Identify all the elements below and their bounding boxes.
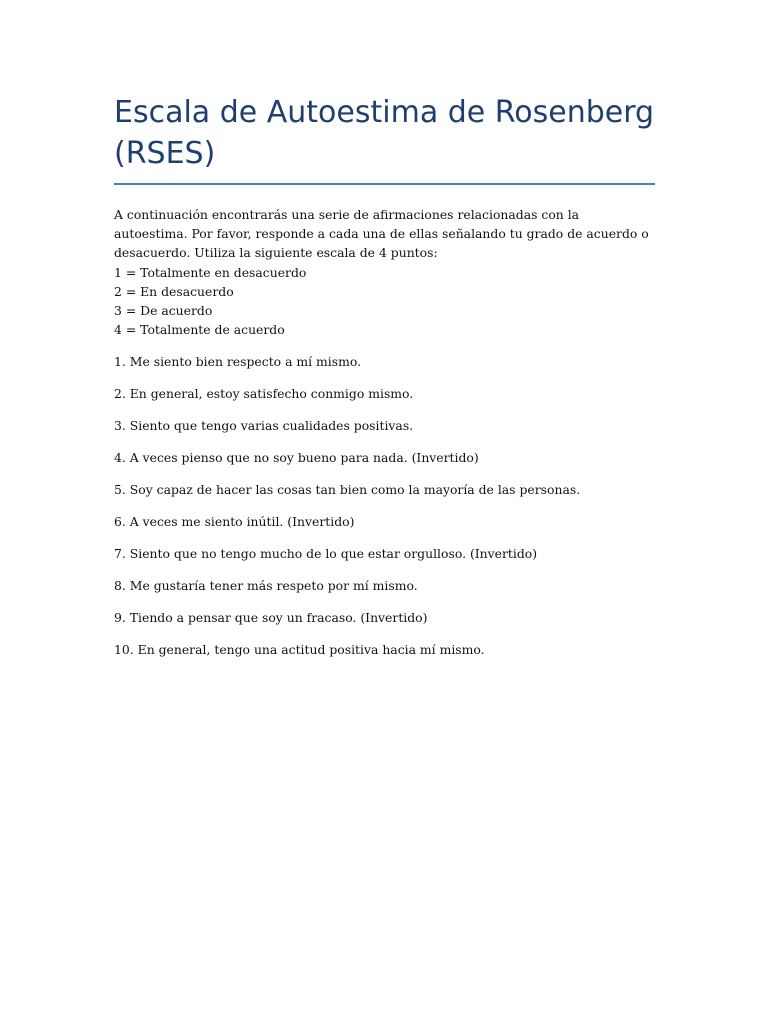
- instructions-text: A continuación encontrarás una serie de afirmaciones relacionadas con la autoestima. Por favor, responde a cada una de ellas señalando tu grado de acuerdo o desacuerdo. Utiliza la siguiente escala de 4 puntos:: [114, 207, 649, 261]
- statement-item-7: 7. Siento que no tengo mucho de lo que estar orgulloso. (Invertido): [114, 546, 538, 562]
- scale-option-1: 1 = Totalmente en desacuerdo: [114, 264, 307, 280]
- statement-item-2: 2. En general, estoy satisfecho conmigo mismo.: [114, 386, 414, 402]
- statement-item-10: 10. En general, tengo una actitud positiva hacia mí mismo.: [114, 642, 485, 658]
- scale-option-2: 2 = En desacuerdo: [114, 283, 234, 299]
- title-underline: [114, 183, 655, 185]
- instructions-block: [114, 205, 655, 339]
- scale-option-3: 3 = De acuerdo: [114, 303, 213, 319]
- statement-item-4: 4. A veces pienso que no soy bueno para nada. (Invertido): [114, 450, 479, 466]
- statement-item-5: 5. Soy capaz de hacer las cosas tan bien como la mayoría de las personas.: [114, 482, 581, 498]
- statement-item-8: 8. Me gustaría tener más respeto por mí mismo.: [114, 578, 418, 594]
- statement-item-9: 9. Tiendo a pensar que soy un fracaso. (Invertido): [114, 610, 428, 626]
- scale-option-4: 4 = Totalmente de acuerdo: [114, 322, 285, 338]
- document-page: [114, 92, 655, 672]
- statement-item-3: 3. Siento que tengo varias cualidades positivas.: [114, 418, 414, 434]
- statement-item-6: 6. A veces me siento inútil. (Invertido): [114, 514, 355, 530]
- statement-item-1: 1. Me siento bien respecto a mí mismo.: [114, 354, 362, 370]
- document-title: Escala de Autoestima de Rosenberg (RSES): [114, 95, 655, 171]
- statement-list: [114, 352, 655, 659]
